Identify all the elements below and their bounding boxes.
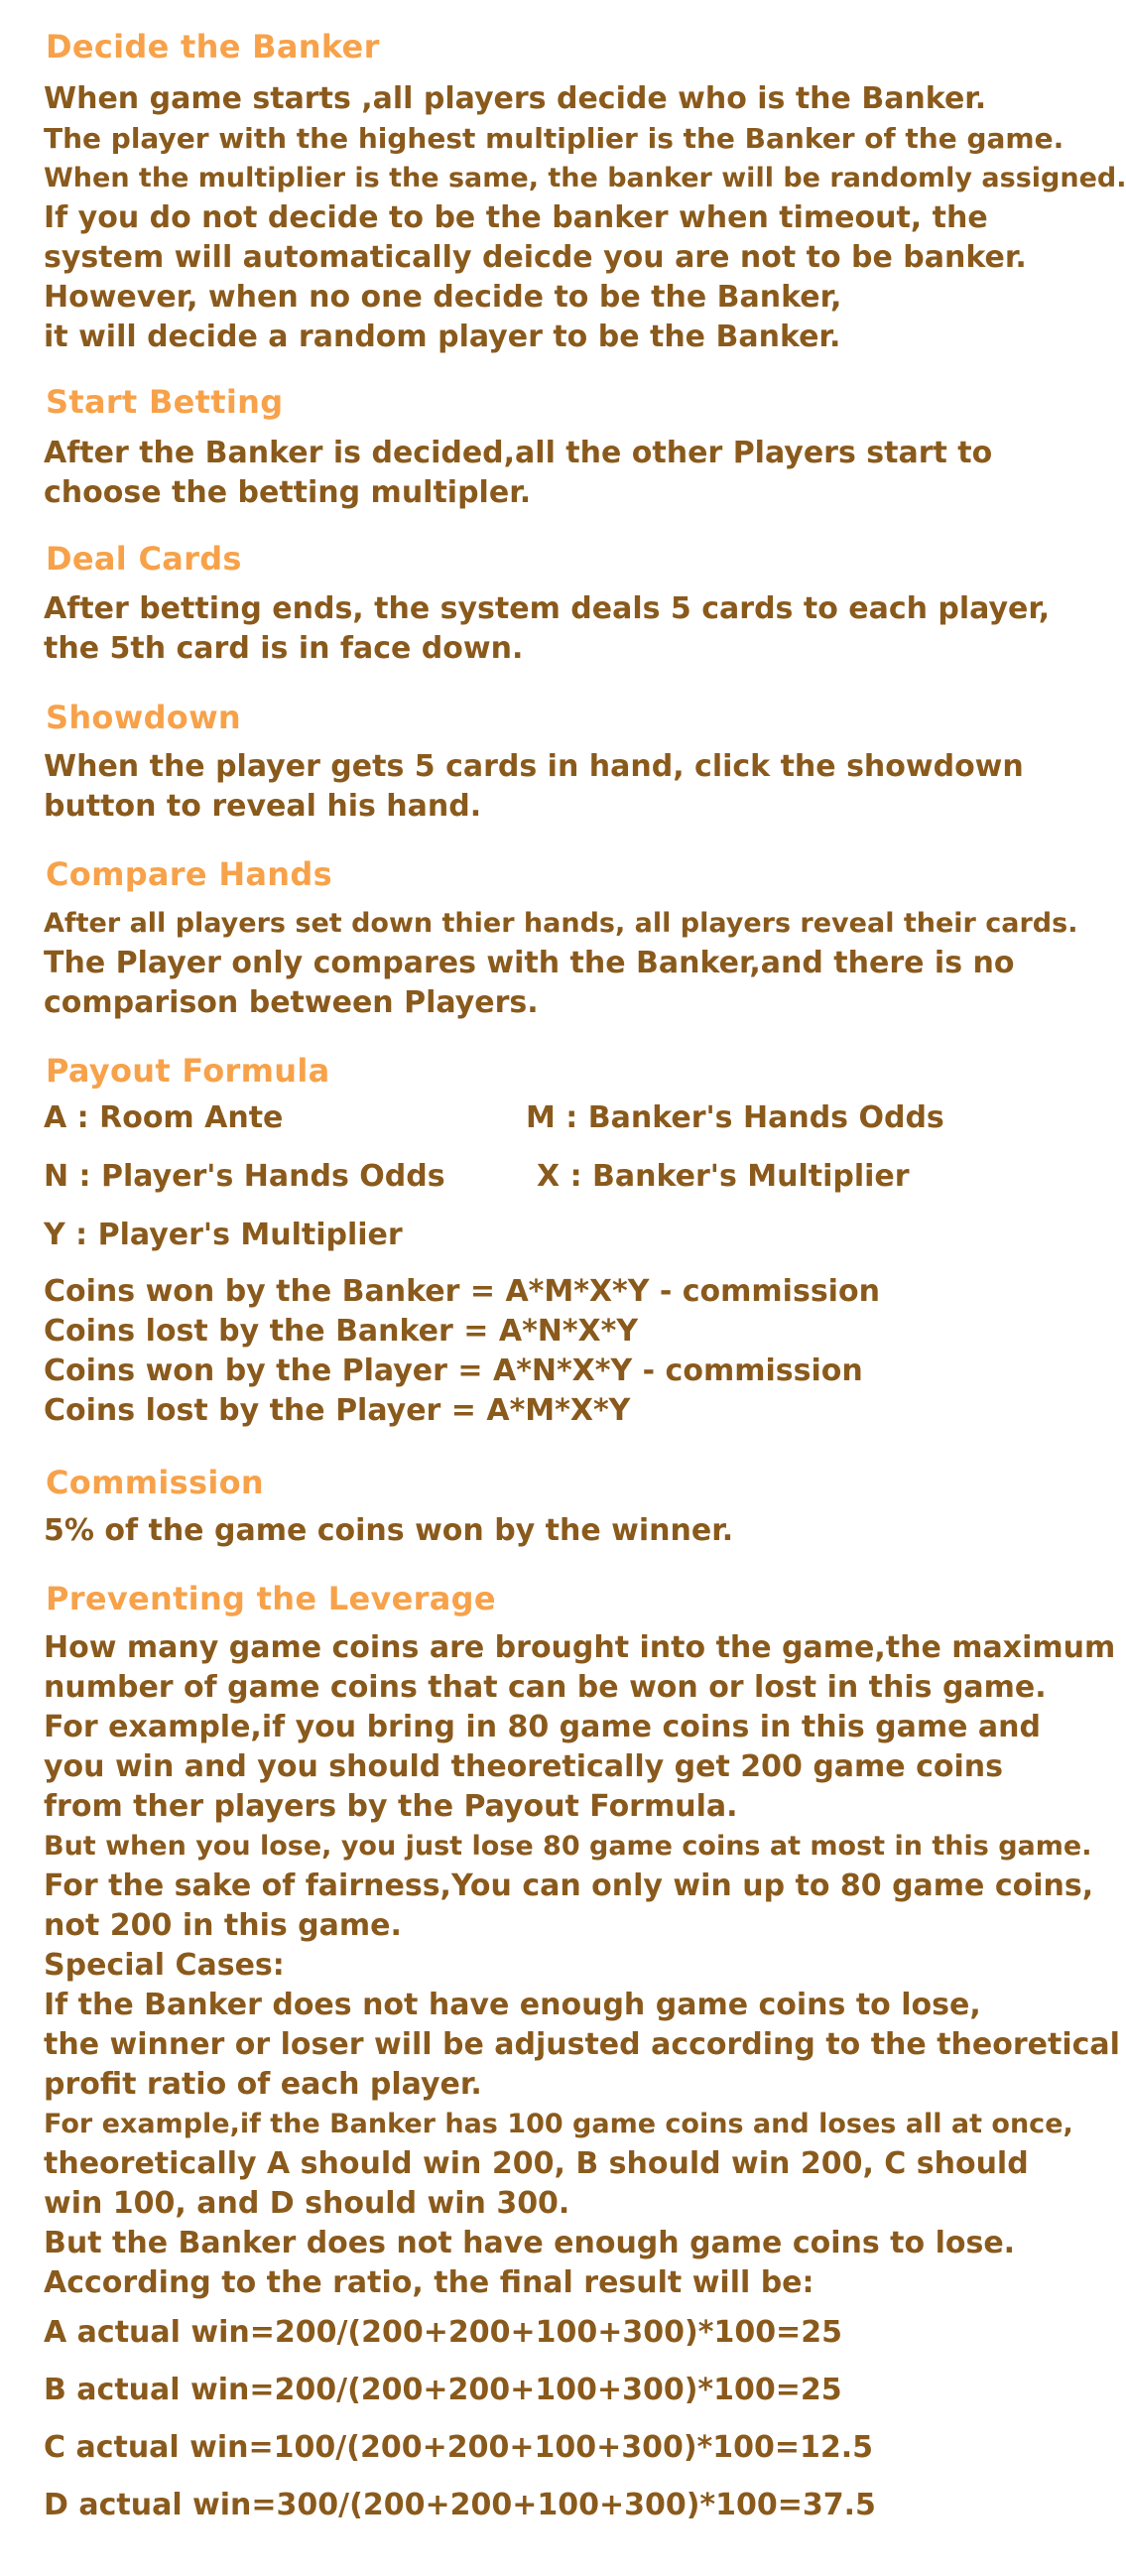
heading-deal-cards: Deal Cards [46, 540, 242, 578]
heading-commission: Commission [46, 1464, 264, 1501]
commission-text: 5% of the game coins won by the winner. [44, 1513, 734, 1548]
heading-start-betting: Start Betting [46, 383, 284, 421]
heading-payout-formula: Payout Formula [46, 1052, 330, 1090]
legend-m: M : Banker's Hands Odds [526, 1100, 944, 1135]
heading-compare-hands: Compare Hands [46, 855, 332, 893]
start-betting-text: After the Banker is decided,all the other Players start to choose the betting multipler. [44, 436, 993, 510]
decide-banker-text: When game starts ,all players decide who is the Banker. The player with the highest multiplier is the Banker of the game. When the multiplier is the same, the banker will be randomly assigned. If you do not decide to be the banker when timeout, the system will automatically deicde you are not to be banker. However, when no one decide to be the Banker, it will decide a random player to be the Banker. [44, 81, 1126, 354]
heading-preventing-leverage: Preventing the Leverage [46, 1580, 496, 1617]
preventing-leverage-text: How many game coins are brought into the game,the maximum number of game coins that can be won or lost in this game. For example,if you bring in 80 game coins in this game and you win and you should theoretically get 200 game coins from ther players by the Payout Formula. But when you lose, you just lose 80 game coins at most in this game. For the sake of fairness,You can only win up to 80 game coins, not 200 in this game. Special Cases: If the Banker does not have enough game coins to lose, the winner or loser will be adjusted according to the theoretical profit ratio of each player. For example,if the Banker has 100 game coins and loses all at once, theoretically A should win 200, B should win 200, C should win 100, and D should win 300. But the Banker does not have enough game coins to lose. According to the ratio, the final result will be: [44, 1630, 1120, 2300]
legend-x: X : Banker's Multiplier [537, 1159, 910, 1194]
result-c: C actual win=100/(200+200+100+300)*100=12.5 [44, 2430, 874, 2465]
payout-formulas: Coins won by the Banker = A*M*X*Y - commission Coins lost by the Banker = A*N*X*Y Coins won by the Player = A*N*X*Y - commission Coins lost by the Player = A*M*X*Y [44, 1274, 880, 1428]
deal-cards-text: After betting ends, the system deals 5 cards to each player, the 5th card is in face down. [44, 591, 1051, 666]
result-d: D actual win=300/(200+200+100+300)*100=37.5 [44, 2488, 876, 2522]
legend-a: A : Room Ante [44, 1100, 284, 1135]
legend-y: Y : Player's Multiplier [44, 1218, 403, 1252]
showdown-text: When the player gets 5 cards in hand, click the showdown button to reveal his hand. [44, 749, 1024, 824]
compare-hands-text: After all players set down thier hands, all players reveal their cards. The Player only compares with the Banker,and there is no comparison between Players. [44, 908, 1078, 1020]
legend-n: N : Player's Hands Odds [44, 1159, 445, 1194]
heading-showdown: Showdown [46, 699, 242, 736]
heading-decide-banker: Decide the Banker [46, 28, 380, 65]
result-a: A actual win=200/(200+200+100+300)*100=25 [44, 2315, 842, 2350]
result-b: B actual win=200/(200+200+100+300)*100=25 [44, 2373, 842, 2407]
